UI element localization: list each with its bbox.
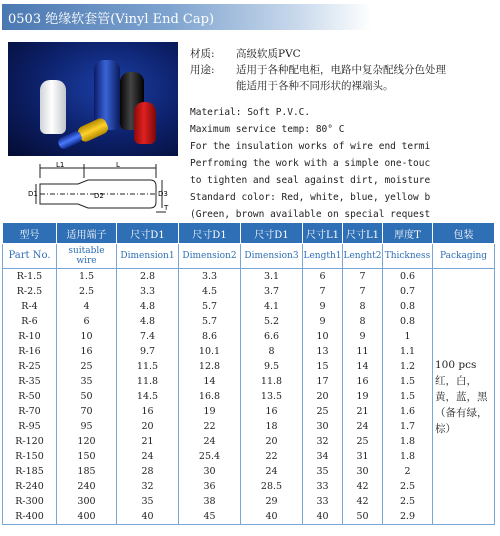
table-cell: 9 — [343, 329, 383, 344]
table-row — [3, 329, 495, 344]
table-row — [3, 299, 495, 314]
table-cell: 11 — [343, 344, 383, 359]
table-cell: 10.1 — [179, 344, 241, 359]
table-cell: 2.9 — [383, 509, 433, 525]
table-cell: 11.8 — [241, 374, 303, 389]
dimension-drawing — [30, 158, 170, 216]
table-cell: 32 — [303, 434, 343, 449]
table-cell: 3.7 — [241, 284, 303, 299]
table-cell: 7 — [343, 269, 383, 285]
header-row-cn — [3, 223, 495, 244]
product-photo — [8, 42, 178, 156]
table-cell: R-4 — [3, 299, 57, 314]
header-en-2: Dimension1 — [117, 244, 179, 269]
header-cn-4: 尺寸D1 — [241, 223, 303, 244]
table-cell: 6 — [57, 314, 117, 329]
table-cell: 9.7 — [117, 344, 179, 359]
table-cell: 0.8 — [383, 314, 433, 329]
table-cell: 21 — [343, 404, 383, 419]
table-cell: 1.5 — [383, 389, 433, 404]
table-cell: 2.8 — [117, 269, 179, 285]
label-d2: D2 — [94, 192, 104, 200]
header-cn-1: 适用端子 — [57, 223, 117, 244]
table-cell: R-240 — [3, 479, 57, 494]
table-cell: 11.8 — [117, 374, 179, 389]
en-line-5: to tighten and seal against dirt, moisture — [190, 175, 431, 186]
table-cell: 9 — [303, 299, 343, 314]
label-t: T — [164, 204, 169, 212]
use-line-2: 能适用于各种不同形状的裸端头。 — [236, 80, 394, 92]
table-cell: 24 — [117, 449, 179, 464]
label-d3: D3 — [158, 190, 168, 198]
table-cell: 400 — [57, 509, 117, 525]
table-cell: 9.5 — [241, 359, 303, 374]
table-row — [3, 269, 495, 285]
info-cn — [190, 46, 496, 94]
table-cell: 0.7 — [383, 284, 433, 299]
header-cn-6: 尺寸L1 — [343, 223, 383, 244]
table-row — [3, 479, 495, 494]
table-cell: R-185 — [3, 464, 57, 479]
header-cn-7: 厚度T — [383, 223, 433, 244]
table-row — [3, 389, 495, 404]
table-cell: 7 — [343, 284, 383, 299]
table-cell: 21 — [117, 434, 179, 449]
table-cell: 45 — [179, 509, 241, 525]
table-cell: 24 — [241, 464, 303, 479]
header-cn-0: 型号 — [3, 223, 57, 244]
cap-white — [40, 80, 66, 134]
header-en-8: Packaging — [433, 244, 495, 269]
header-cn-3: 尺寸D1 — [179, 223, 241, 244]
header-row-en — [3, 244, 495, 269]
table-cell: R-300 — [3, 494, 57, 509]
table-cell: 3.3 — [179, 269, 241, 285]
table-cell: R-95 — [3, 419, 57, 434]
table-cell: R-35 — [3, 374, 57, 389]
table-cell: 1.8 — [383, 449, 433, 464]
en-line-6: Standard color: Red, white, blue, yellow b — [190, 192, 431, 203]
en-line-7: (Green, brown available on special request — [190, 209, 431, 220]
table-cell: 33 — [303, 479, 343, 494]
table-cell: 3.3 — [117, 284, 179, 299]
table-cell: 42 — [343, 479, 383, 494]
table-cell: 1.6 — [383, 404, 433, 419]
table-cell: R-16 — [3, 344, 57, 359]
table-cell: 24 — [343, 419, 383, 434]
label-d1: D1 — [28, 190, 38, 198]
table-cell: 9 — [303, 314, 343, 329]
table-cell: 20 — [241, 434, 303, 449]
use-label: 用途: — [190, 64, 215, 76]
header-en-6: Lenght2 — [343, 244, 383, 269]
table-cell: 29 — [241, 494, 303, 509]
header-en-5: Length1 — [303, 244, 343, 269]
table-cell: R-400 — [3, 509, 57, 525]
table-cell: 18 — [241, 419, 303, 434]
table-cell: 7 — [303, 284, 343, 299]
header-cn-5: 尺寸L1 — [303, 223, 343, 244]
en-line-4: Perfroming the work with a simple one-touc — [190, 158, 431, 169]
table-cell: 2.5 — [383, 494, 433, 509]
use-line-1: 适用于各种配电柜，电路中复杂配线分色处理 — [236, 64, 446, 76]
table-cell: 19 — [343, 389, 383, 404]
table-cell: 28.5 — [241, 479, 303, 494]
table-cell: 24 — [179, 434, 241, 449]
table-cell: 1.2 — [383, 359, 433, 374]
table-cell: 20 — [117, 419, 179, 434]
table-cell: 12.8 — [179, 359, 241, 374]
header-en-7: Thickness — [383, 244, 433, 269]
page-title: 0503 绝缘软套管(Vinyl End Cap) — [8, 12, 215, 27]
table-row — [3, 419, 495, 434]
table-cell: 1.5 — [57, 269, 117, 285]
packaging-cell — [433, 269, 495, 525]
table-cell: 16 — [117, 404, 179, 419]
table-cell: 22 — [179, 419, 241, 434]
table-cell: 1.1 — [383, 344, 433, 359]
label-l1: L1 — [56, 161, 65, 169]
table-cell: 7.4 — [117, 329, 179, 344]
table-cell: 40 — [117, 509, 179, 525]
table-cell: 35 — [303, 464, 343, 479]
table-cell: 5.2 — [241, 314, 303, 329]
table-cell: 14 — [343, 359, 383, 374]
table-cell: 10 — [303, 329, 343, 344]
table-cell: 6 — [303, 269, 343, 285]
table-cell: 150 — [57, 449, 117, 464]
table-cell: 8 — [343, 299, 383, 314]
en-line-1: Material: Soft P.V.C. — [190, 107, 311, 118]
table-cell: 32 — [117, 479, 179, 494]
table-cell: 300 — [57, 494, 117, 509]
table-cell: R-120 — [3, 434, 57, 449]
header-en-1: suitable wire — [57, 244, 117, 269]
table-cell: 1.5 — [383, 374, 433, 389]
table-cell: 70 — [57, 404, 117, 419]
spec-table — [2, 222, 495, 525]
table-cell: 11.5 — [117, 359, 179, 374]
table-row — [3, 359, 495, 374]
table-cell: 33 — [303, 494, 343, 509]
label-l: L — [116, 161, 120, 169]
table-cell: 3.1 — [241, 269, 303, 285]
table-cell: 30 — [343, 464, 383, 479]
table-cell: 25 — [343, 434, 383, 449]
table-cell: 15 — [303, 359, 343, 374]
table-row — [3, 344, 495, 359]
header-cn-2: 尺寸D1 — [117, 223, 179, 244]
table-cell: 5.7 — [179, 314, 241, 329]
table-cell: 17 — [303, 374, 343, 389]
table-row — [3, 404, 495, 419]
header-cn-8: 包装 — [433, 223, 495, 244]
table-cell: 1.8 — [383, 434, 433, 449]
en-line-2: Maximum service temp: 80° C — [190, 124, 345, 135]
table-cell: 22 — [241, 449, 303, 464]
table-cell: 42 — [343, 494, 383, 509]
table-cell: 0.8 — [383, 299, 433, 314]
table-cell: 14 — [179, 374, 241, 389]
packaging-text: 100 pcs 红，白，黄，蓝，黑（备有绿，棕） — [435, 358, 488, 435]
table-cell: 185 — [57, 464, 117, 479]
table-cell: 1.7 — [383, 419, 433, 434]
table-cell: 28 — [117, 464, 179, 479]
table-cell: 4.8 — [117, 314, 179, 329]
table-cell: 40 — [303, 509, 343, 525]
table-row — [3, 449, 495, 464]
table-cell: 4 — [57, 299, 117, 314]
header-en-3: Dimension2 — [179, 244, 241, 269]
table-cell: 5.7 — [179, 299, 241, 314]
table-row — [3, 314, 495, 329]
en-line-3: For the insulation works of wire end termi — [190, 141, 431, 152]
table-cell: 31 — [343, 449, 383, 464]
table-cell: R-6 — [3, 314, 57, 329]
table-row — [3, 374, 495, 389]
table-cell: R-10 — [3, 329, 57, 344]
table-cell: 1 — [383, 329, 433, 344]
table-cell: 240 — [57, 479, 117, 494]
table-cell: 6.6 — [241, 329, 303, 344]
table-cell: 95 — [57, 419, 117, 434]
table-cell: 14.5 — [117, 389, 179, 404]
table-cell: 13 — [303, 344, 343, 359]
header-en-0: Part No. — [3, 244, 57, 269]
table-cell: 10 — [57, 329, 117, 344]
table-row — [3, 284, 495, 299]
table-cell: R-2.5 — [3, 284, 57, 299]
table-cell: 35 — [117, 494, 179, 509]
table-cell: 8 — [343, 314, 383, 329]
table-cell: 20 — [303, 389, 343, 404]
cap-red — [134, 102, 156, 144]
table-cell: 34 — [303, 449, 343, 464]
table-cell: 13.5 — [241, 389, 303, 404]
table-cell: R-1.5 — [3, 269, 57, 285]
table-cell: 120 — [57, 434, 117, 449]
table-cell: R-70 — [3, 404, 57, 419]
table-cell: 16 — [241, 404, 303, 419]
table-cell: 16.8 — [179, 389, 241, 404]
table-cell: 50 — [343, 509, 383, 525]
table-cell: 30 — [179, 464, 241, 479]
material-value: 高级软质PVC — [236, 48, 301, 60]
spec-table-body — [3, 244, 495, 525]
table-cell: 16 — [343, 374, 383, 389]
table-cell: 2 — [383, 464, 433, 479]
table-cell: 25 — [57, 359, 117, 374]
table-cell: 2.5 — [57, 284, 117, 299]
info-en — [190, 104, 496, 223]
table-row — [3, 434, 495, 449]
table-row — [3, 494, 495, 509]
table-cell: 19 — [179, 404, 241, 419]
table-cell: 36 — [179, 479, 241, 494]
table-cell: 0.6 — [383, 269, 433, 285]
table-row — [3, 509, 495, 525]
table-cell: 4.1 — [241, 299, 303, 314]
table-cell: 16 — [57, 344, 117, 359]
header-en-4: Dimension3 — [241, 244, 303, 269]
table-cell: 4.5 — [179, 284, 241, 299]
table-cell: R-150 — [3, 449, 57, 464]
table-cell: 8.6 — [179, 329, 241, 344]
table-cell: 25.4 — [179, 449, 241, 464]
table-row — [3, 464, 495, 479]
material-label: 材质: — [190, 48, 215, 60]
table-cell: R-25 — [3, 359, 57, 374]
table-cell: 2.5 — [383, 479, 433, 494]
table-cell: 40 — [241, 509, 303, 525]
table-cell: 25 — [303, 404, 343, 419]
table-cell: 38 — [179, 494, 241, 509]
table-cell: 4.8 — [117, 299, 179, 314]
table-cell: 50 — [57, 389, 117, 404]
title-bar — [2, 4, 372, 30]
table-cell: 8 — [241, 344, 303, 359]
table-cell: 30 — [303, 419, 343, 434]
table-cell: 35 — [57, 374, 117, 389]
table-cell: R-50 — [3, 389, 57, 404]
